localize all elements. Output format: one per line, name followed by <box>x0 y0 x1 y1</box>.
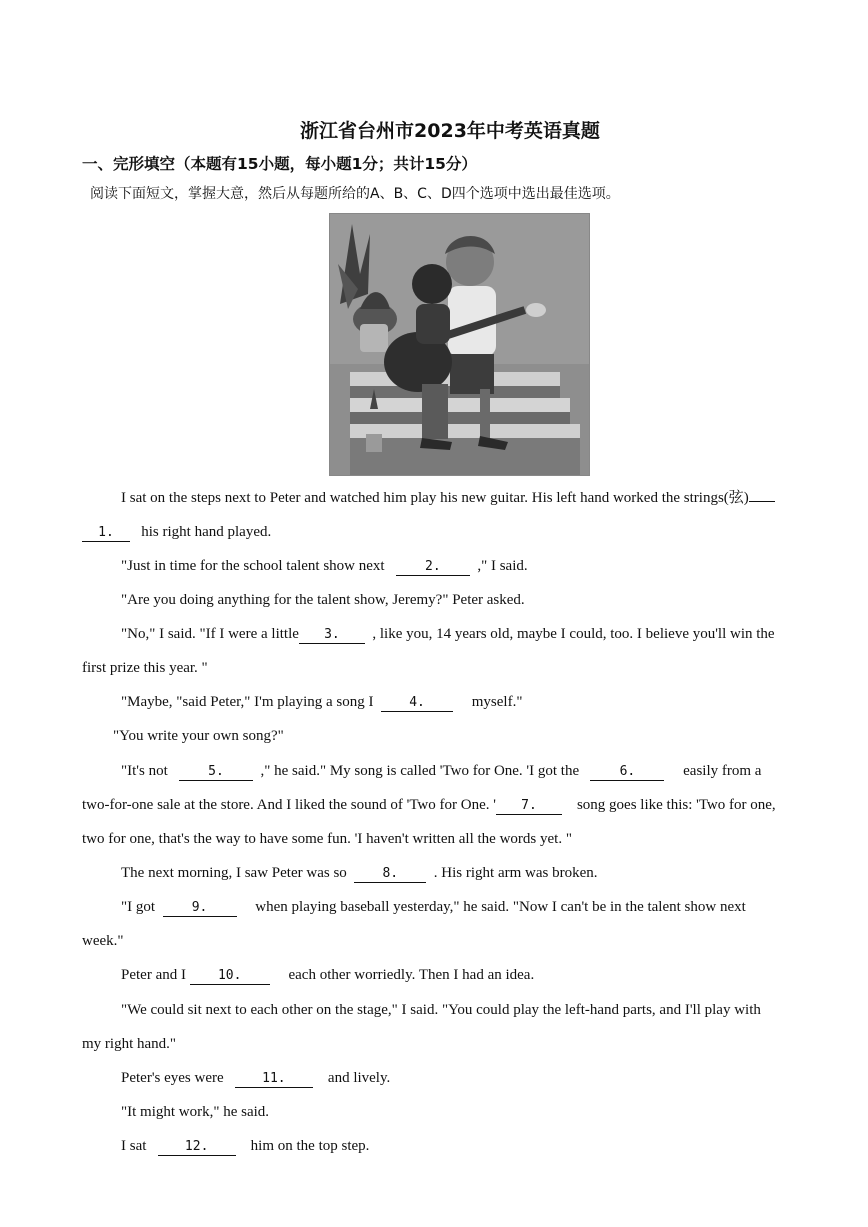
passage-text: "Just in time for the school talent show next <box>121 558 385 574</box>
passage-text: easily from a <box>683 763 762 779</box>
answer-blank <box>749 501 775 502</box>
section-heading: 一、完形填空（本题有15小题，每小题1分；共计15分） <box>82 155 477 173</box>
passage-line <box>121 1000 761 1020</box>
passage-line <box>82 931 124 951</box>
passage-line <box>121 556 528 576</box>
passage-line <box>121 965 534 985</box>
passage-line <box>121 590 525 610</box>
passage-line <box>121 488 775 508</box>
passage-text: "Are you doing anything for the talent show, Jeremy?" Peter asked. <box>121 592 525 608</box>
answer-blank-8: 8. <box>354 866 426 883</box>
instruction-text: 阅读下面短文，掌握大意，然后从每题所给的A、B、C、D四个选项中选出最佳选项。 <box>90 186 620 202</box>
passage-line <box>121 1102 269 1122</box>
passage-line <box>113 726 284 746</box>
answer-blank-11: 11. <box>235 1071 313 1088</box>
passage-text: Peter and I <box>121 967 186 983</box>
answer-blank-2: 2. <box>396 559 470 576</box>
passage-text: week." <box>82 933 124 949</box>
answer-blank-10: 10. <box>190 968 270 985</box>
passage-line <box>121 863 598 883</box>
passage-text: "It's not <box>121 763 168 779</box>
passage-line <box>121 897 746 917</box>
passage-line <box>82 522 271 542</box>
passage-line <box>121 1068 390 1088</box>
answer-blank-6: 6. <box>590 764 664 781</box>
passage-text: two-for-one sale at the store. And I liked the sound of 'Two for One. ' <box>82 797 496 813</box>
passage-text: two for one, that's the way to have some fun. 'I haven't written all the words yet. " <box>82 831 572 847</box>
passage-text: each other worriedly. Then I had an idea. <box>288 967 535 983</box>
passage-text: and lively. <box>327 1070 391 1086</box>
passage-text: I sat on the steps next to Peter and watched him play his new guitar. His left hand worked the strings(弦) <box>121 490 749 506</box>
passage-text: myself." <box>471 694 523 710</box>
passage-text: him on the top step. <box>250 1138 370 1154</box>
passage-text: The next morning, I saw Peter was so <box>121 865 347 881</box>
passage-text: "I got <box>121 899 156 915</box>
passage-text: "Maybe, "said Peter," I'm playing a song I <box>121 694 374 710</box>
passage-line <box>82 829 572 849</box>
answer-blank-3: 3. <box>299 627 365 644</box>
passage-text: when playing baseball yesterday," he said. "Now I can't be in the talent show next <box>255 899 746 915</box>
passage-line <box>82 658 208 678</box>
answer-blank-1: 1. <box>82 525 130 542</box>
passage-line <box>82 795 776 815</box>
passage-text: "You write your own song?" <box>113 728 284 744</box>
illustration-boys-with-guitar <box>329 213 590 476</box>
answer-blank-4: 4. <box>381 695 453 712</box>
passage-text: first prize this year. " <box>82 660 208 676</box>
passage-text: my right hand." <box>82 1036 177 1052</box>
passage-text: , like you, 14 years old, maybe I could, too. I believe you'll win the <box>372 626 775 642</box>
passage-line <box>121 761 761 781</box>
passage-line <box>121 692 522 712</box>
passage-line <box>121 1136 369 1156</box>
passage-text: song goes like this: 'Two for one, <box>576 797 776 813</box>
illustration-graphic <box>330 214 589 475</box>
passage-text: "We could sit next to each other on the stage," I said. "You could play the left-hand parts, and I'll play with <box>121 1002 761 1018</box>
passage-text: ," he said." My song is called 'Two for One. 'I got the <box>260 763 580 779</box>
passage-text: Peter's eyes were <box>121 1070 224 1086</box>
answer-blank-5: 5. <box>179 764 253 781</box>
passage-text: his right hand played. <box>141 524 272 540</box>
passage-text: . His right arm was broken. <box>433 865 598 881</box>
answer-blank-12: 12. <box>158 1139 236 1156</box>
passage-text: "No," I said. "If I were a little <box>121 626 299 642</box>
passage-text: I sat <box>121 1138 147 1154</box>
passage-text: "It might work," he said. <box>121 1104 270 1120</box>
passage-line <box>82 1034 176 1054</box>
passage-text: ," I said. <box>477 558 528 574</box>
passage-line <box>121 624 775 644</box>
exam-title: 浙江省台州市2023年中考英语真题 <box>300 120 600 142</box>
answer-blank-7: 7. <box>496 798 562 815</box>
answer-blank-9: 9. <box>163 900 237 917</box>
